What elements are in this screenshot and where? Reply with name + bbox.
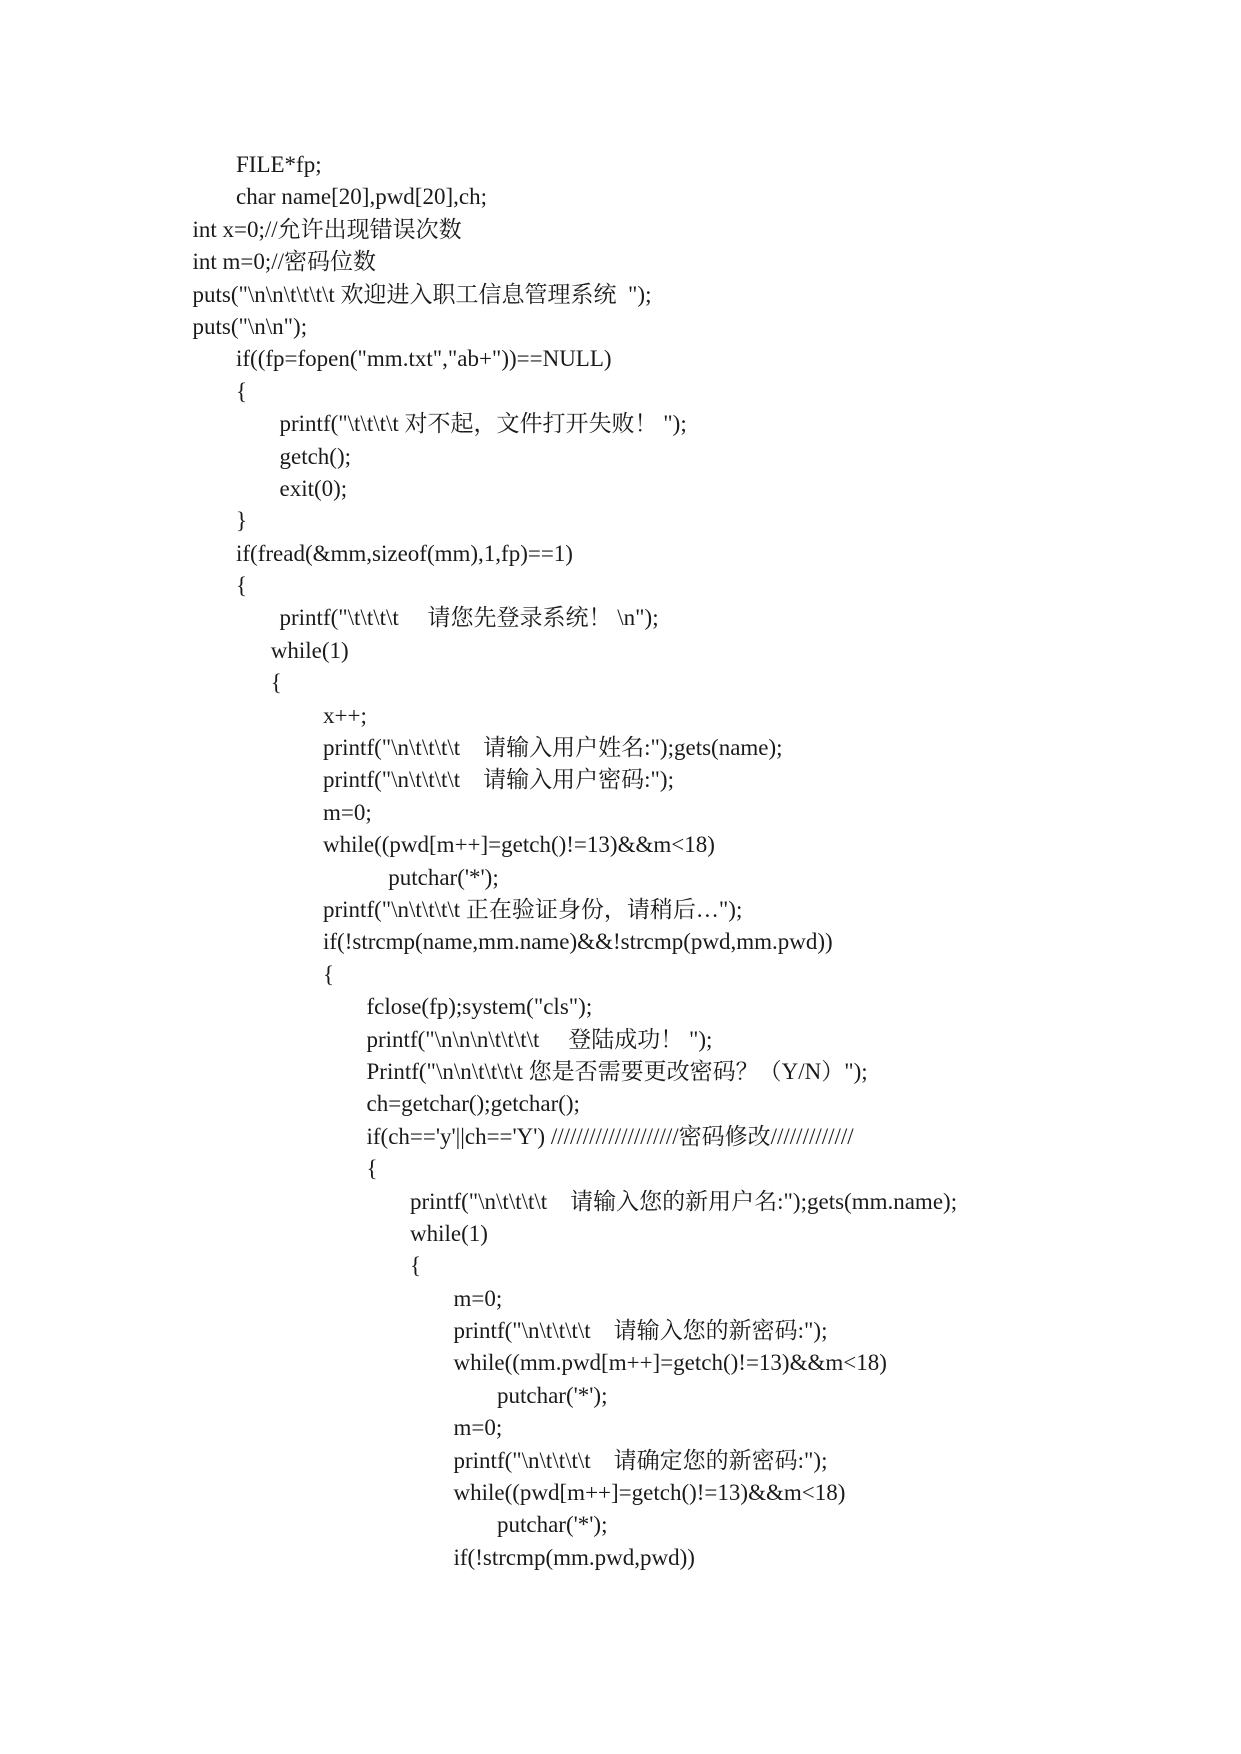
code-line: { [236,378,248,404]
code-line: putchar('*'); [388,864,499,890]
code-line: while((pwd[m++]=getch()!=13)&&m<18) [323,832,715,858]
code-line: Printf("\n\n\t\t\t\t 您是否需要更改密码？（Y/N）"); [366,1058,868,1084]
code-line: } [236,508,248,534]
code-line: x++; [323,702,367,728]
code-line: puts("\n\n"); [192,313,308,339]
code-line: exit(0); [279,475,348,501]
code-line: int m=0;//密码位数 [192,249,377,275]
code-line: while((pwd[m++]=getch()!=13)&&m<18) [453,1480,846,1506]
code-line: puts("\n\n\t\t\t\t 欢迎进入职工信息管理系统 "); [192,281,652,307]
code-line: printf("\t\t\t\t 请您先登录系统！ \n"); [279,605,659,631]
code-line: printf("\n\t\t\t\t 请输入用户姓名:");gets(name); [323,735,783,761]
code-line: m=0; [323,799,372,825]
code-line: if((fp=fopen("mm.txt","ab+"))==NULL) [236,346,612,372]
code-line: printf("\n\t\t\t\t 请确定您的新密码:"); [453,1447,828,1473]
code-line: if(fread(&mm,sizeof(mm),1,fp)==1) [236,540,573,566]
code-line: while((mm.pwd[m++]=getch()!=13)&&m<18) [453,1350,887,1376]
code-line: if(!strcmp(name,mm.name)&&!strcmp(pwd,mm.pwd)) [323,929,833,955]
code-line: printf("\t\t\t\t 对不起，文件打开失败！ "); [279,411,687,437]
code-block [0,149,1241,1574]
code-line: putchar('*'); [497,1382,608,1408]
code-line: m=0; [453,1415,503,1441]
code-line: { [323,961,335,987]
code-line: { [366,1156,378,1182]
code-line: while(1) [270,637,349,663]
code-line: printf("\n\n\n\t\t\t\t 登陆成功！ "); [366,1026,713,1052]
code-line: m=0; [453,1285,503,1311]
code-line: printf("\n\t\t\t\t 请输入您的新密码:"); [453,1318,828,1344]
code-line: { [410,1253,422,1279]
code-line: getch(); [279,443,352,469]
code-line: if(ch=='y'||ch=='Y') ////////////////////密码修改///////////// [366,1123,854,1149]
code-line: printf("\n\t\t\t\t 请输入您的新用户名:");gets(mm.name); [410,1188,958,1214]
code-line: ch=getchar();getchar(); [366,1091,580,1117]
code-line: char name[20],pwd[20],ch; [236,184,487,210]
code-line: int x=0;//允许出现错误次数 [192,216,462,242]
code-line: while(1) [410,1220,488,1246]
code-line: printf("\n\t\t\t\t 请输入用户密码:"); [323,767,674,793]
code-line: { [236,573,248,599]
code-line: printf("\n\t\t\t\t 正在验证身份，请稍后…"); [323,896,743,922]
code-line: FILE*fp; [236,152,322,177]
code-line: { [270,670,282,696]
code-line: if(!strcmp(mm.pwd,pwd)) [453,1544,695,1570]
code-line: putchar('*'); [497,1512,608,1538]
code-line: fclose(fp);system("cls"); [366,994,593,1020]
